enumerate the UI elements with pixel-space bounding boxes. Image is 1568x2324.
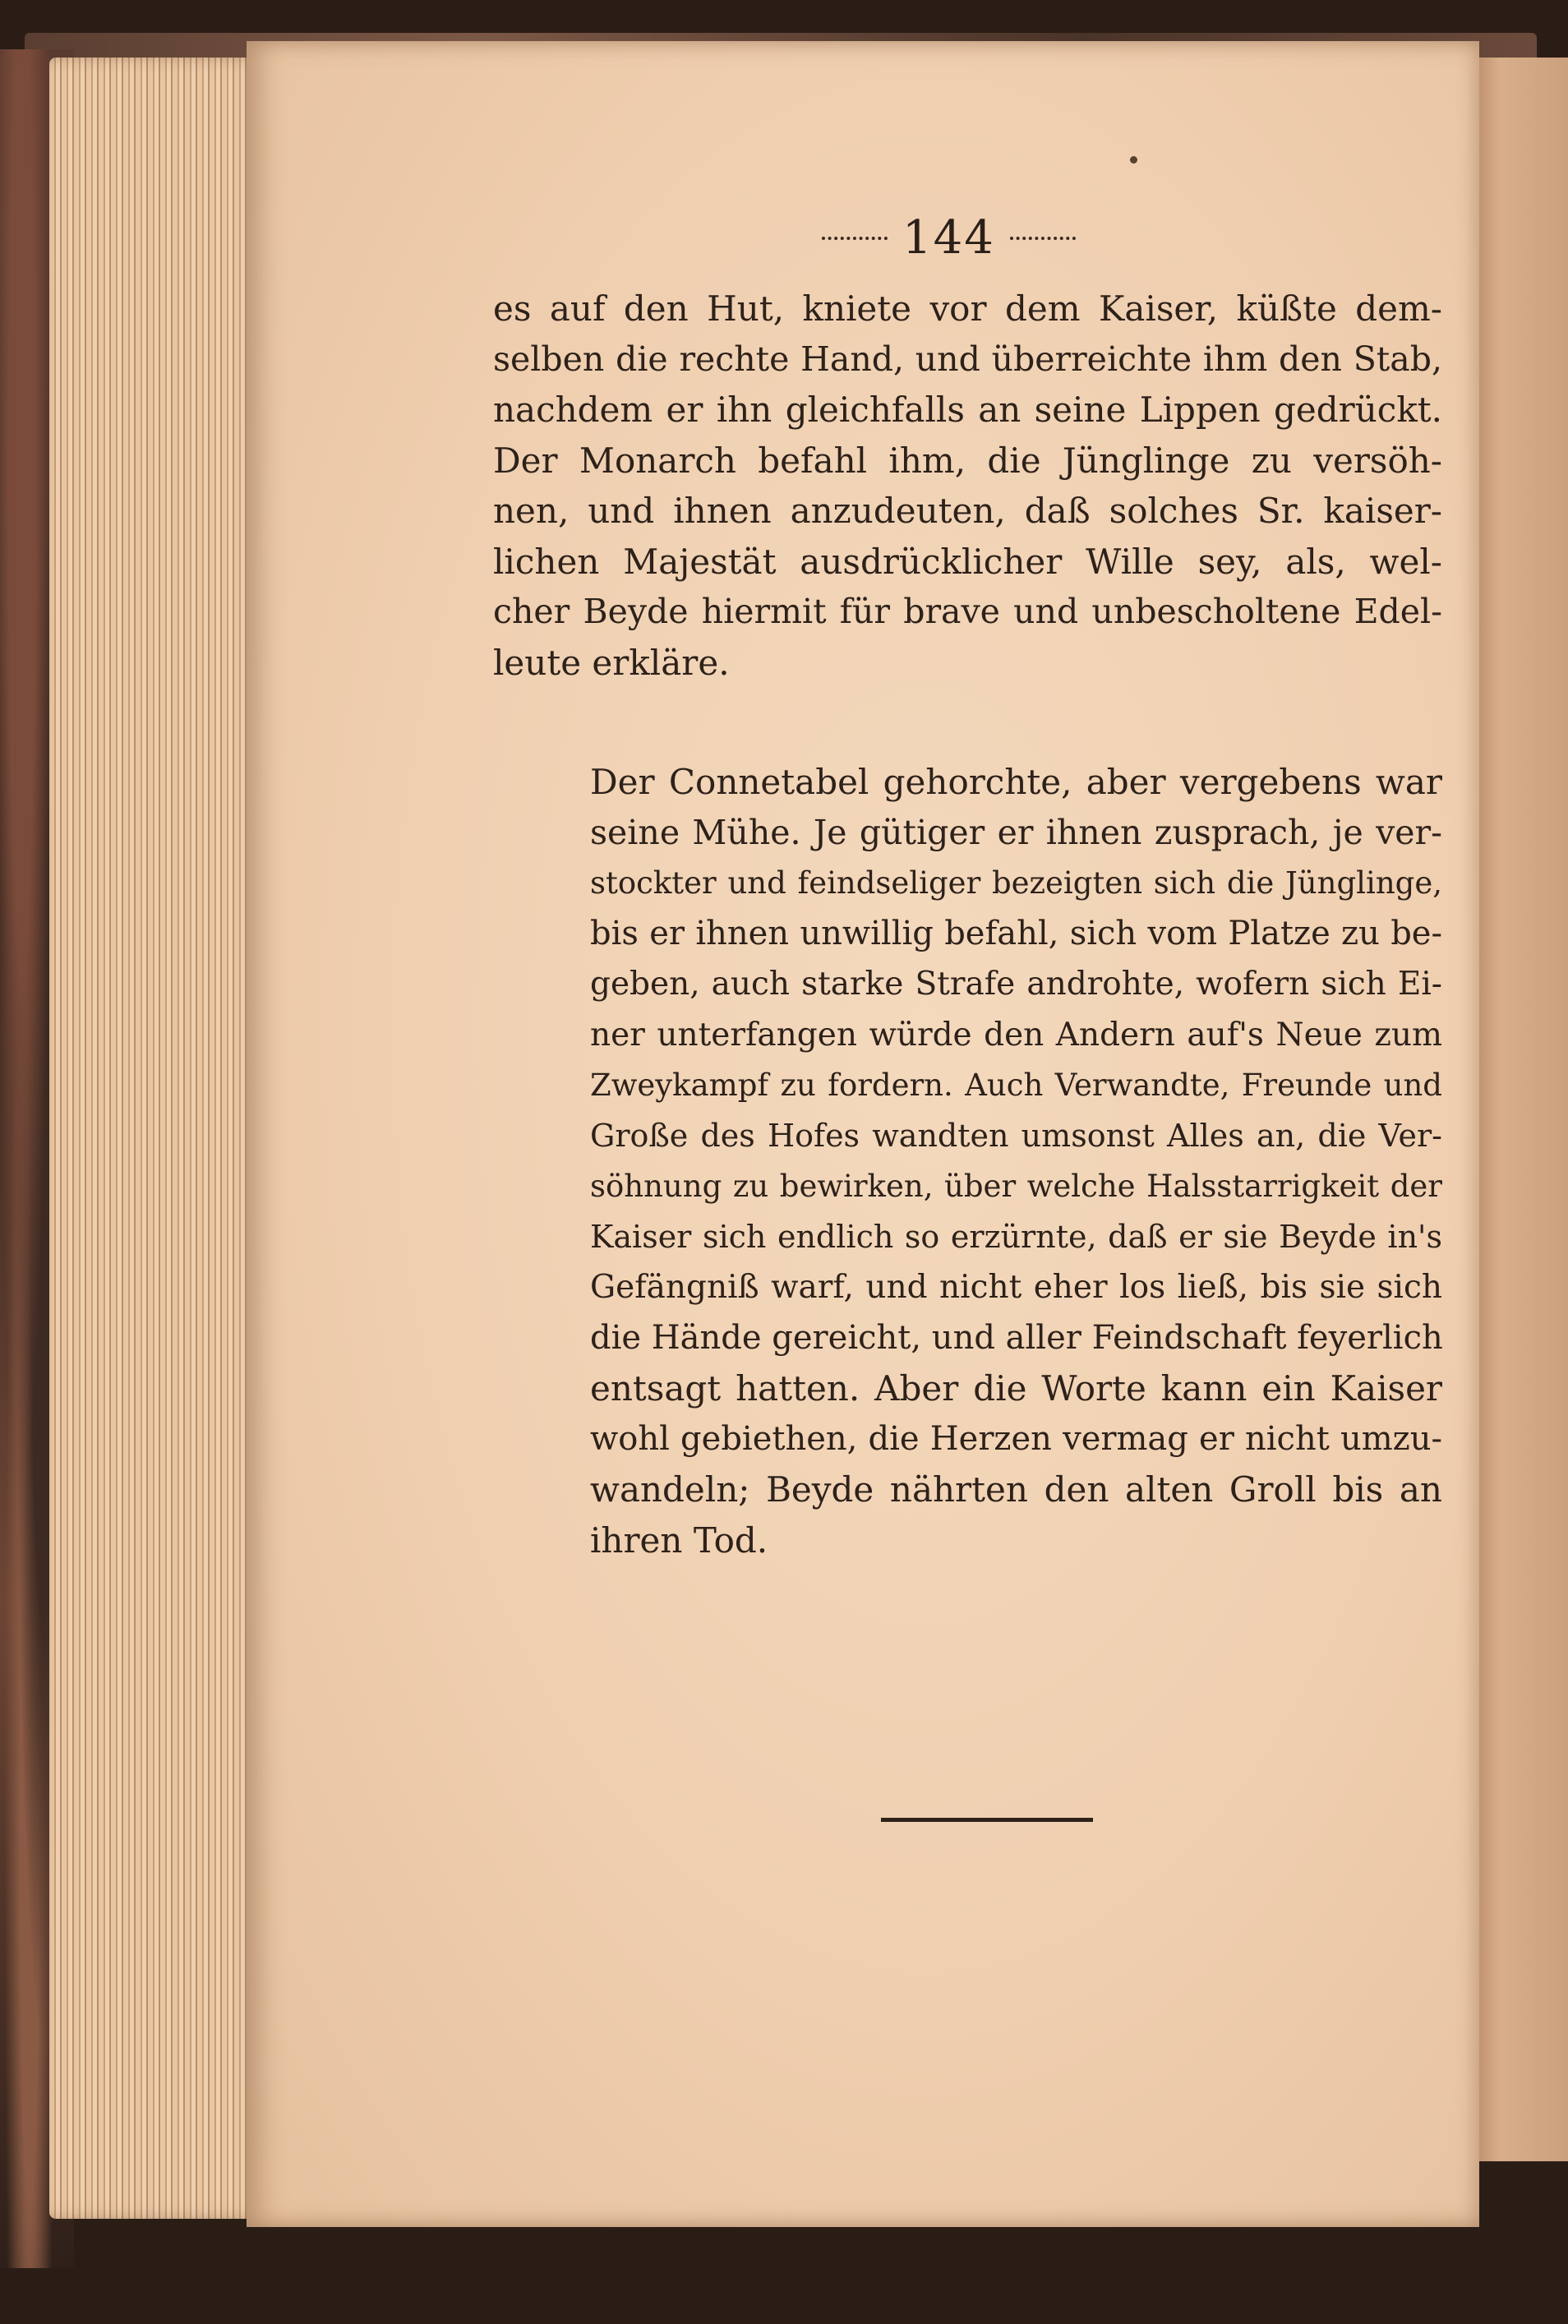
ink-spot xyxy=(1130,156,1137,164)
paragraph-2 xyxy=(493,757,1442,1565)
text-line: selben die rechte Hand, und überreichte ihm den Stab, xyxy=(493,339,1442,379)
text-line: Der Monarch befahl ihm, die Jünglinge zu versöh- xyxy=(493,440,1442,481)
text-line: Zweykampf zu fordern. Auch Verwandte, Freunde und xyxy=(590,1067,1442,1103)
text-line: lichen Majestät ausdrücklicher Wille sey, als, wel- xyxy=(493,541,1442,582)
text-line: Große des Hofes wandten umsonst Alles an, die Ver- xyxy=(590,1117,1442,1154)
header-ornament-left xyxy=(822,237,888,240)
text-line: Der Connetabel gehorchte, aber vergebens war xyxy=(590,762,1442,802)
text-line: nen, und ihnen anzudeuten, daß solches Sr. kaiser- xyxy=(493,491,1442,531)
text-line: wohl gebiethen, die Herzen vermag er nicht umzu- xyxy=(590,1419,1442,1458)
header-ornament-right xyxy=(1010,237,1076,240)
text-line: seine Mühe. Je gütiger er ihnen zusprach, je ver- xyxy=(590,812,1442,852)
text-line: es auf den Hut, kniete vor dem Kaiser, küßte dem- xyxy=(493,288,1442,329)
text-line: geben, auch starke Strafe androhte, wofern sich Ei- xyxy=(590,966,1442,1003)
page-number: 144 xyxy=(902,211,995,265)
text-line: stockter und feindseliger bezeigten sich die Jünglinge, xyxy=(590,865,1442,901)
text-line: Kaiser sich endlich so erzürnte, daß er sie Beyde in's xyxy=(590,1218,1442,1255)
text-line: entsagt hatten. Aber die Worte kann ein Kaiser xyxy=(590,1368,1442,1409)
page-header xyxy=(822,211,1076,265)
text-line: leute erkläre. xyxy=(493,642,730,683)
text-line: die Hände gereicht, und aller Feindschaft feyerlich xyxy=(590,1318,1443,1357)
text-line: ihren Tod. xyxy=(590,1519,768,1561)
section-divider xyxy=(881,1818,1093,1822)
text-line: bis er ihnen unwillig befahl, sich vom Platze zu be- xyxy=(590,914,1442,952)
paragraph-1 xyxy=(493,284,1442,688)
body-text xyxy=(493,284,1442,1565)
text-line: wandeln; Beyde nährten den alten Groll bis an xyxy=(590,1469,1442,1510)
page-edges xyxy=(49,58,263,2219)
text-line: ner unterfangen würde den Andern auf's Neue zum xyxy=(590,1016,1442,1054)
text-line: Gefängniß warf, und nicht eher los ließ, bis sie sich xyxy=(590,1269,1442,1306)
text-line: cher Beyde hiermit für brave und unbescholtene Edel- xyxy=(493,592,1442,631)
text-line: nachdem er ihn gleichfalls an seine Lippen gedrückt. xyxy=(493,390,1442,430)
text-line: söhnung zu bewirken, über welche Halsstarrigkeit der xyxy=(590,1169,1442,1204)
next-page-edge xyxy=(1471,58,1568,2161)
